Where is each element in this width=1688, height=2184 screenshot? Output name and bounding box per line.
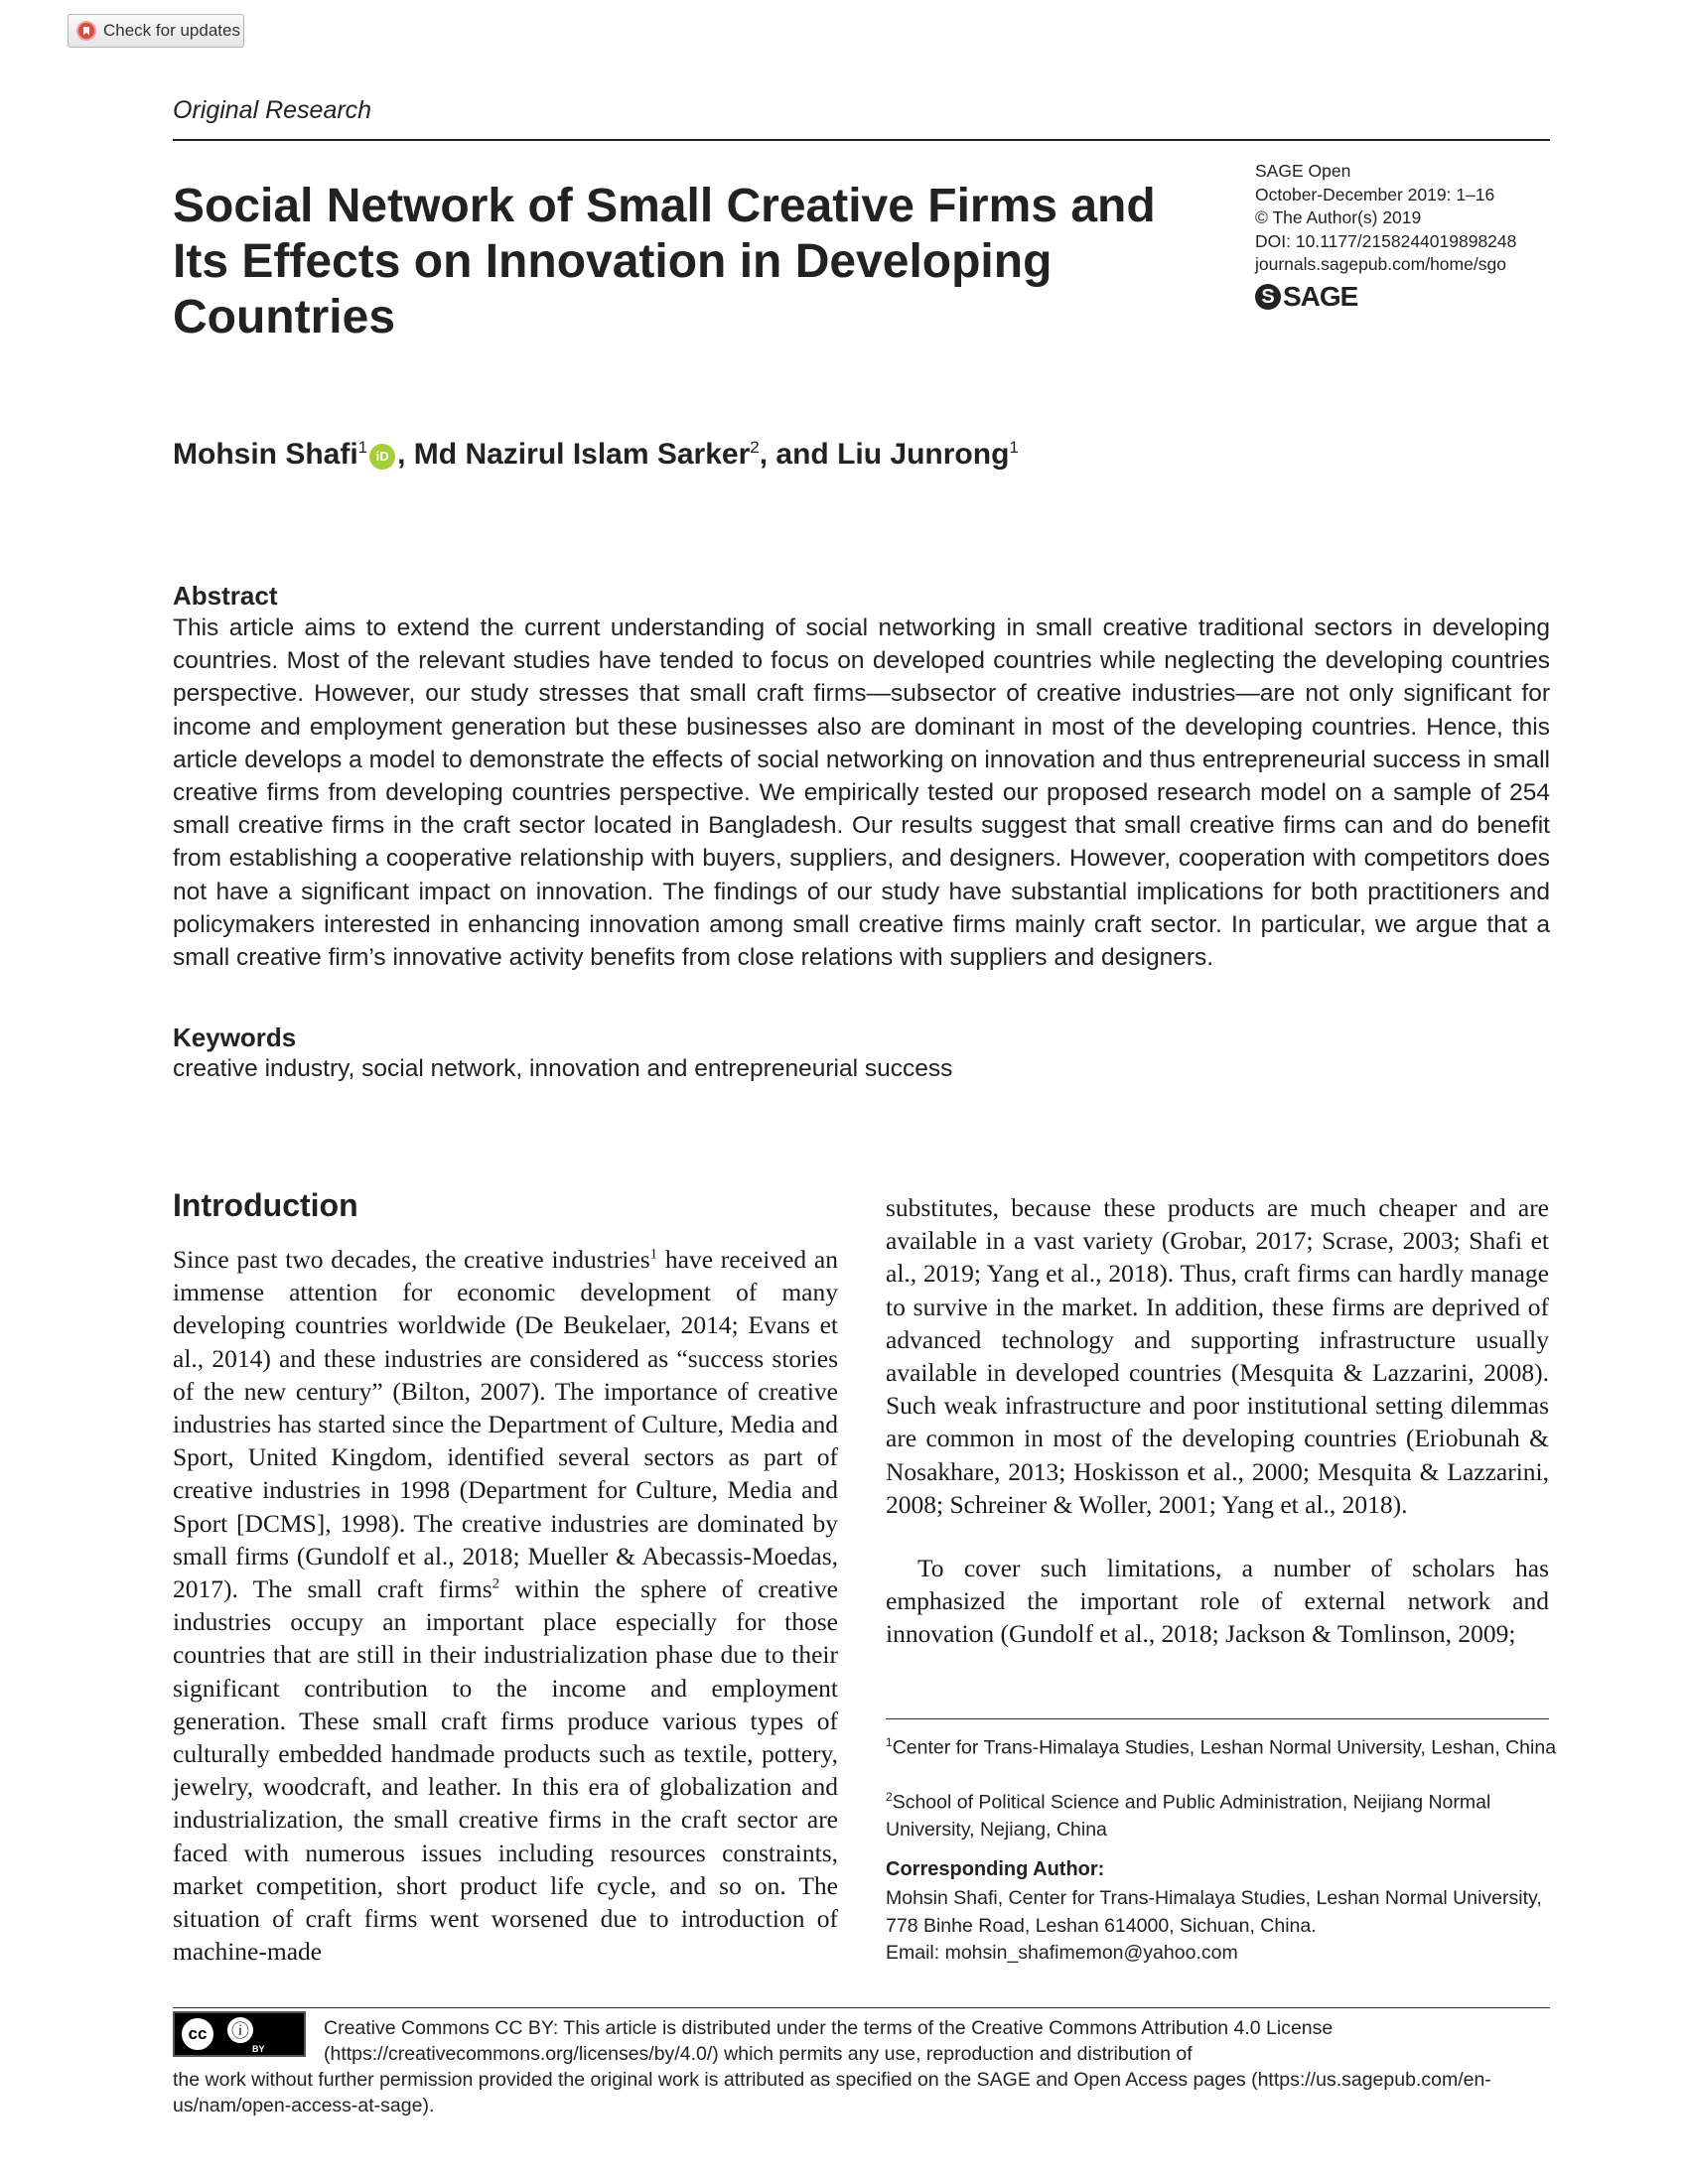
affiliation-1 — [886, 1729, 1561, 1762]
bookmark-icon — [76, 21, 96, 41]
corresponding-author-address: Mohsin Shafi, Center for Trans-Himalaya Studies, Leshan Normal University, 778 Binhe Road, Leshan 614000, Sichuan, China. — [886, 1887, 1542, 1937]
sage-logo — [1255, 281, 1357, 313]
footnote-marker[interactable]: 2 — [492, 1575, 500, 1592]
journal-info — [1255, 160, 1516, 277]
affiliation-marker: 1 — [886, 1735, 893, 1749]
corresponding-author-email[interactable]: Email: mohsin_shafimemon@yahoo.com — [886, 1942, 1238, 1964]
journal-doi[interactable]: DOI: 10.1177/2158244019898248 — [1255, 230, 1517, 251]
sage-s-icon: S — [1255, 284, 1281, 310]
author-list — [173, 438, 1019, 472]
affiliation-marker: 1 — [1009, 438, 1019, 457]
cc-icon: cc — [180, 2016, 215, 2052]
license-text-continued: the work without further permission provided the original work is attributed as specified on the SAGE and Open Access pages (https://us.sagepub.com/en-us/nam/open-access-at-sage). — [173, 2069, 1491, 2116]
intro-right-paragraph: To cover such limitations, a number of scholars has emphasized the important role of external network and innovation (Gundolf et al., 2018; Jackson & Tomlinson, 2009; — [886, 1554, 1549, 1649]
by-label: BY — [252, 2044, 265, 2054]
footnote-rule — [886, 1718, 1549, 1719]
cc-by-badge[interactable] — [173, 2011, 306, 2057]
affiliation-marker: 2 — [750, 438, 760, 457]
intro-text: have received an immense attention for economic development of many developing countries worldwide (De Beukelaer, 2014; Evans et al., 2014) and these industries are considered as “success stories of the new century” (Bilton, 2007). The importance of creative industries has started since the Department of Culture, Media and Sport, United Kingdom, identified several sectors as part of creative industries in 1998 (Department for Culture, Media and Sport [DCMS], 1998). The creative industries are dominated by small firms (Gundolf et al., 2018; Mueller & Abecassis-Moedas, 2017). The small craft firms — [173, 1245, 838, 1604]
check-for-updates-label: Check for updates — [103, 21, 240, 40]
attribution-icon: ⓘ — [225, 2015, 255, 2045]
corresponding-author-label: Corresponding Author: — [886, 1858, 1105, 1880]
introduction-heading: Introduction — [173, 1187, 358, 1223]
intro-text: Since past two decades, the creative industries — [173, 1245, 650, 1274]
check-for-updates-badge[interactable] — [68, 14, 244, 48]
header-rule — [173, 139, 1550, 141]
journal-copyright: © The Author(s) 2019 — [1255, 207, 1422, 227]
sage-logo-text: SAGE — [1283, 281, 1358, 312]
keywords-text: creative industry, social network, innovation and entrepreneurial success — [173, 1055, 953, 1082]
license-rule — [173, 2007, 1550, 2008]
affiliation-text: School of Political Science and Public Administration, Neijiang Normal University, Nejiang, China — [886, 1791, 1491, 1841]
keywords-heading: Keywords — [173, 1023, 297, 1052]
journal-url[interactable]: journals.sagepub.com/home/sgo — [1255, 254, 1506, 274]
section-label: Original Research — [173, 96, 372, 124]
affiliation-2 — [886, 1784, 1561, 1844]
corresponding-author-details — [886, 1885, 1561, 1968]
author-name: , Md Nazirul Islam Sarker — [397, 438, 751, 471]
author-name: Mohsin Shafi — [173, 438, 358, 471]
intro-right-paragraph: substitutes, because these products are much cheaper and are available in a vast variety (Grobar, 2017; Scrase, 2003; Shafi et al., 2019; Yang et al., 2018). Thus, craft firms can hardly manage to survive in the market. In addition, these firms are deprived of advanced technology and supporting infrastructure usually available in developed countries (Mesquita & Lazzarini, 2008). Such weak infrastructure and poor institutional setting dilemmas are common in most of the developing countries (Eriobunah & Nosakhare, 2013; Hoskisson et al., 2000; Mesquita & Lazzarini, 2008; Schreiner & Woller, 2001; Yang et al., 2018). — [886, 1193, 1549, 1519]
abstract-heading: Abstract — [173, 581, 278, 611]
license-text: Creative Commons CC BY: This article is distributed under the terms of the Creative Commons Attribution 4.0 License (https://creativecommons.org/licenses/by/4.0/) which permits any use, reproduction and distribution of — [324, 2017, 1334, 2065]
journal-name: SAGE Open — [1255, 161, 1351, 181]
affiliation-marker: 2 — [886, 1790, 893, 1804]
abstract-text: This article aims to extend the current understanding of social networking in small creative traditional sectors in developing countries. Most of the relevant studies have tended to focus on developed countries while neglecting the developing countries perspective. However, our study stresses that small craft firms—subsector of creative industries—are not only significant for income and employment generation but these businesses also are dominant in most of the developing countries. Hence, this article develops a model to demonstrate the effects of social networking on innovation and thus entrepreneurial success in small creative firms from developing countries perspective. We empirically tested our proposed research model on a sample of 254 small creative firms in the craft sector located in Bangladesh. Our results suggest that small creative firms can and do benefit from establishing a cooperative relationship with buyers, suppliers, and designers. However, cooperation with competitors does not have a significant impact on innovation. The findings of our study have substantial implications for both practitioners and policymakers interested in enhancing innovation among small creative firms mainly craft sector. In particular, we argue that a small creative firm’s innovative activity benefits from close relations with suppliers and designers. — [173, 614, 1550, 972]
intro-text: within the sphere of creative industries occupy an important place especially for those countries that are still in their industrialization phase due to their significant contribution to the income and employment generation. These small craft firms produce various types of culturally embedded handmade products such as textile, pottery, jewelry, woodcraft, and leather. In this era of globalization and industrialization, the small creative firms in the craft sector are faced with numerous issues including resources constraints, market competition, short product life cycle, and so on. The situation of craft firms went worsened due to introduction of machine-made — [173, 1574, 838, 1967]
affiliation-text: Center for Trans-Himalaya Studies, Leshan Normal University, Leshan, China — [892, 1736, 1557, 1759]
footnote-marker[interactable]: 1 — [649, 1246, 658, 1263]
affiliation-marker: 1 — [357, 438, 368, 457]
article-title: Social Network of Small Creative Firms and Its Effects on Innovation in Developing Countries — [173, 180, 1156, 343]
author-name: , and Liu Junrong — [759, 438, 1010, 471]
intro-left-column — [173, 1243, 838, 1968]
journal-issue: October-December 2019: 1–16 — [1255, 184, 1495, 205]
orcid-icon[interactable]: iD — [369, 444, 395, 470]
